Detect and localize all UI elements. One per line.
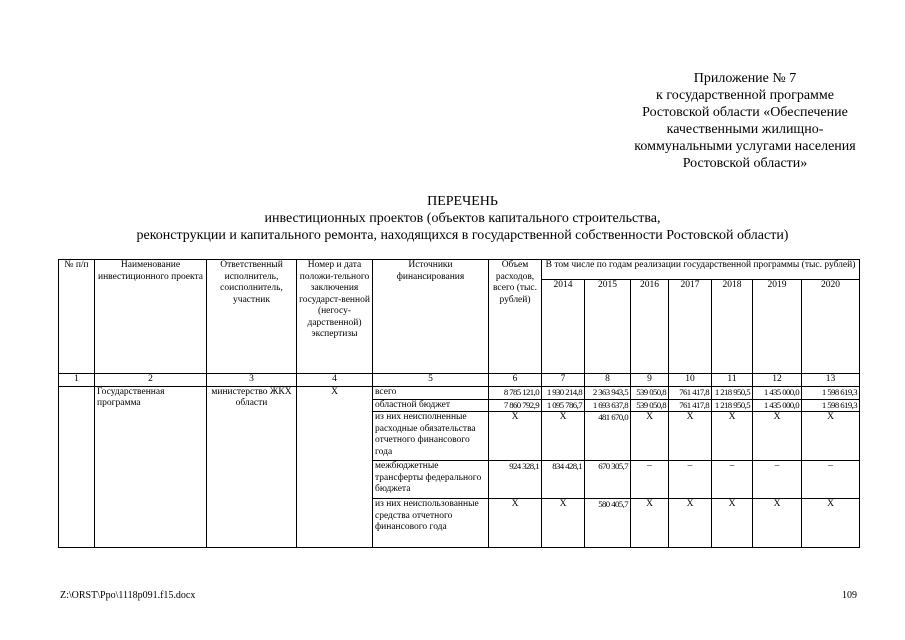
value-cell: –	[669, 461, 712, 499]
appendix-line: качественными жилищно-	[666, 122, 824, 137]
value-cell: –	[631, 461, 669, 499]
header-year: 2020	[802, 280, 860, 374]
appendix-line: Ростовской области «Обеспечение	[642, 105, 848, 120]
value-cell: 539 050,8	[631, 386, 669, 399]
column-number: 13	[802, 374, 860, 387]
header-year: 2015	[585, 280, 631, 374]
value-cell: Х	[669, 412, 712, 461]
appendix-line: к государственной программе	[656, 88, 834, 103]
value-cell: Х	[542, 499, 585, 548]
value-cell: Х	[802, 499, 860, 548]
source-cell: из них неиспользованные средства отчетного финансового года	[373, 499, 489, 548]
title-line-2: инвестиционных проектов (объектов капитального строительства,	[264, 211, 661, 226]
title-line-3: реконструкции и капитального ремонта, находящихся в государственной собственности Ростовской области)	[136, 228, 789, 243]
column-number: 5	[373, 374, 489, 387]
title-line-1: ПЕРЕЧЕНЬ	[427, 194, 498, 209]
header-year: 2014	[542, 280, 585, 374]
program-executor: министерство ЖКХ области	[207, 386, 297, 548]
column-number: 2	[95, 374, 207, 387]
value-cell: 924 328,1	[489, 461, 542, 499]
column-number: 6	[489, 374, 542, 387]
document-title	[20, 193, 905, 244]
value-cell: –	[802, 461, 860, 499]
investment-projects-table	[58, 259, 860, 548]
appendix-line: коммунальными услугами населения	[634, 139, 856, 154]
appendix-header	[600, 70, 890, 172]
file-path: Z:\ORST\Ppo\1118p091.f15.docx	[60, 590, 196, 601]
header-row	[59, 260, 860, 280]
value-cell: 1 598 619,3	[802, 399, 860, 412]
header-volume: Объем расходов, всего (тыс. рублей)	[489, 260, 542, 374]
header-name: Наименование инвестиционного проекта	[95, 260, 207, 374]
value-cell: Х	[631, 412, 669, 461]
value-cell: Х	[712, 412, 753, 461]
source-cell: из них неисполненные расходные обязательства отчетного финансового года	[373, 412, 489, 461]
value-cell: Х	[631, 499, 669, 548]
column-numbers-row	[59, 374, 860, 387]
column-number: 9	[631, 374, 669, 387]
value-cell: Х	[753, 412, 802, 461]
value-cell: Х	[542, 412, 585, 461]
header-num: № п/п	[59, 260, 95, 374]
header-years-group: В том числе по годам реализации государственной программы (тыс. рублей)	[542, 260, 860, 280]
program-expertise: Х	[297, 386, 373, 548]
appendix-line: Ростовской области»	[682, 156, 808, 171]
value-cell: 1 693 637,8	[585, 399, 631, 412]
value-cell: Х	[712, 499, 753, 548]
value-cell: 481 670,0	[585, 412, 631, 461]
value-cell: 761 417,8	[669, 386, 712, 399]
program-num-cell	[59, 386, 95, 548]
program-name: Государственная программа	[95, 386, 207, 548]
table-row	[59, 386, 860, 399]
value-cell: 1 598 619,3	[802, 386, 860, 399]
value-cell: Х	[489, 412, 542, 461]
value-cell: 1 435 000,0	[753, 399, 802, 412]
value-cell: 1 930 214,8	[542, 386, 585, 399]
value-cell: 761 417,8	[669, 399, 712, 412]
source-cell: всего	[373, 386, 489, 399]
column-number: 7	[542, 374, 585, 387]
header-executor: Ответственный исполнитель, соисполнитель, участник	[207, 260, 297, 374]
source-cell: межбюджетные трансферты федерального бюджета	[373, 461, 489, 499]
header-year: 2018	[712, 280, 753, 374]
value-cell: 7 860 792,9	[489, 399, 542, 412]
header-year: 2019	[753, 280, 802, 374]
header-sources: Источники финансирования	[373, 260, 489, 374]
value-cell: Х	[753, 499, 802, 548]
header-expertise: Номер и дата положи-тельного заключения государст-венной (негосу-дарственной) экспертизы	[297, 260, 373, 374]
value-cell: 1 218 950,5	[712, 399, 753, 412]
value-cell: 1 435 000,0	[753, 386, 802, 399]
value-cell: –	[753, 461, 802, 499]
value-cell: 580 405,7	[585, 499, 631, 548]
value-cell: –	[712, 461, 753, 499]
column-number: 1	[59, 374, 95, 387]
value-cell: 1 218 950,5	[712, 386, 753, 399]
value-cell: Х	[802, 412, 860, 461]
value-cell: Х	[669, 499, 712, 548]
value-cell: Х	[489, 499, 542, 548]
column-number: 12	[753, 374, 802, 387]
value-cell: 2 363 943,5	[585, 386, 631, 399]
appendix-line: Приложение № 7	[693, 71, 797, 86]
header-year: 2017	[669, 280, 712, 374]
value-cell: 8 785 121,0	[489, 386, 542, 399]
column-number: 3	[207, 374, 297, 387]
column-number: 11	[712, 374, 753, 387]
column-number: 10	[669, 374, 712, 387]
value-cell: 670 305,7	[585, 461, 631, 499]
value-cell: 539 050,8	[631, 399, 669, 412]
page-number: 109	[842, 590, 857, 601]
column-number: 4	[297, 374, 373, 387]
header-year: 2016	[631, 280, 669, 374]
value-cell: 834 428,1	[542, 461, 585, 499]
value-cell: 1 095 786,7	[542, 399, 585, 412]
column-number: 8	[585, 374, 631, 387]
source-cell: областной бюджет	[373, 399, 489, 412]
